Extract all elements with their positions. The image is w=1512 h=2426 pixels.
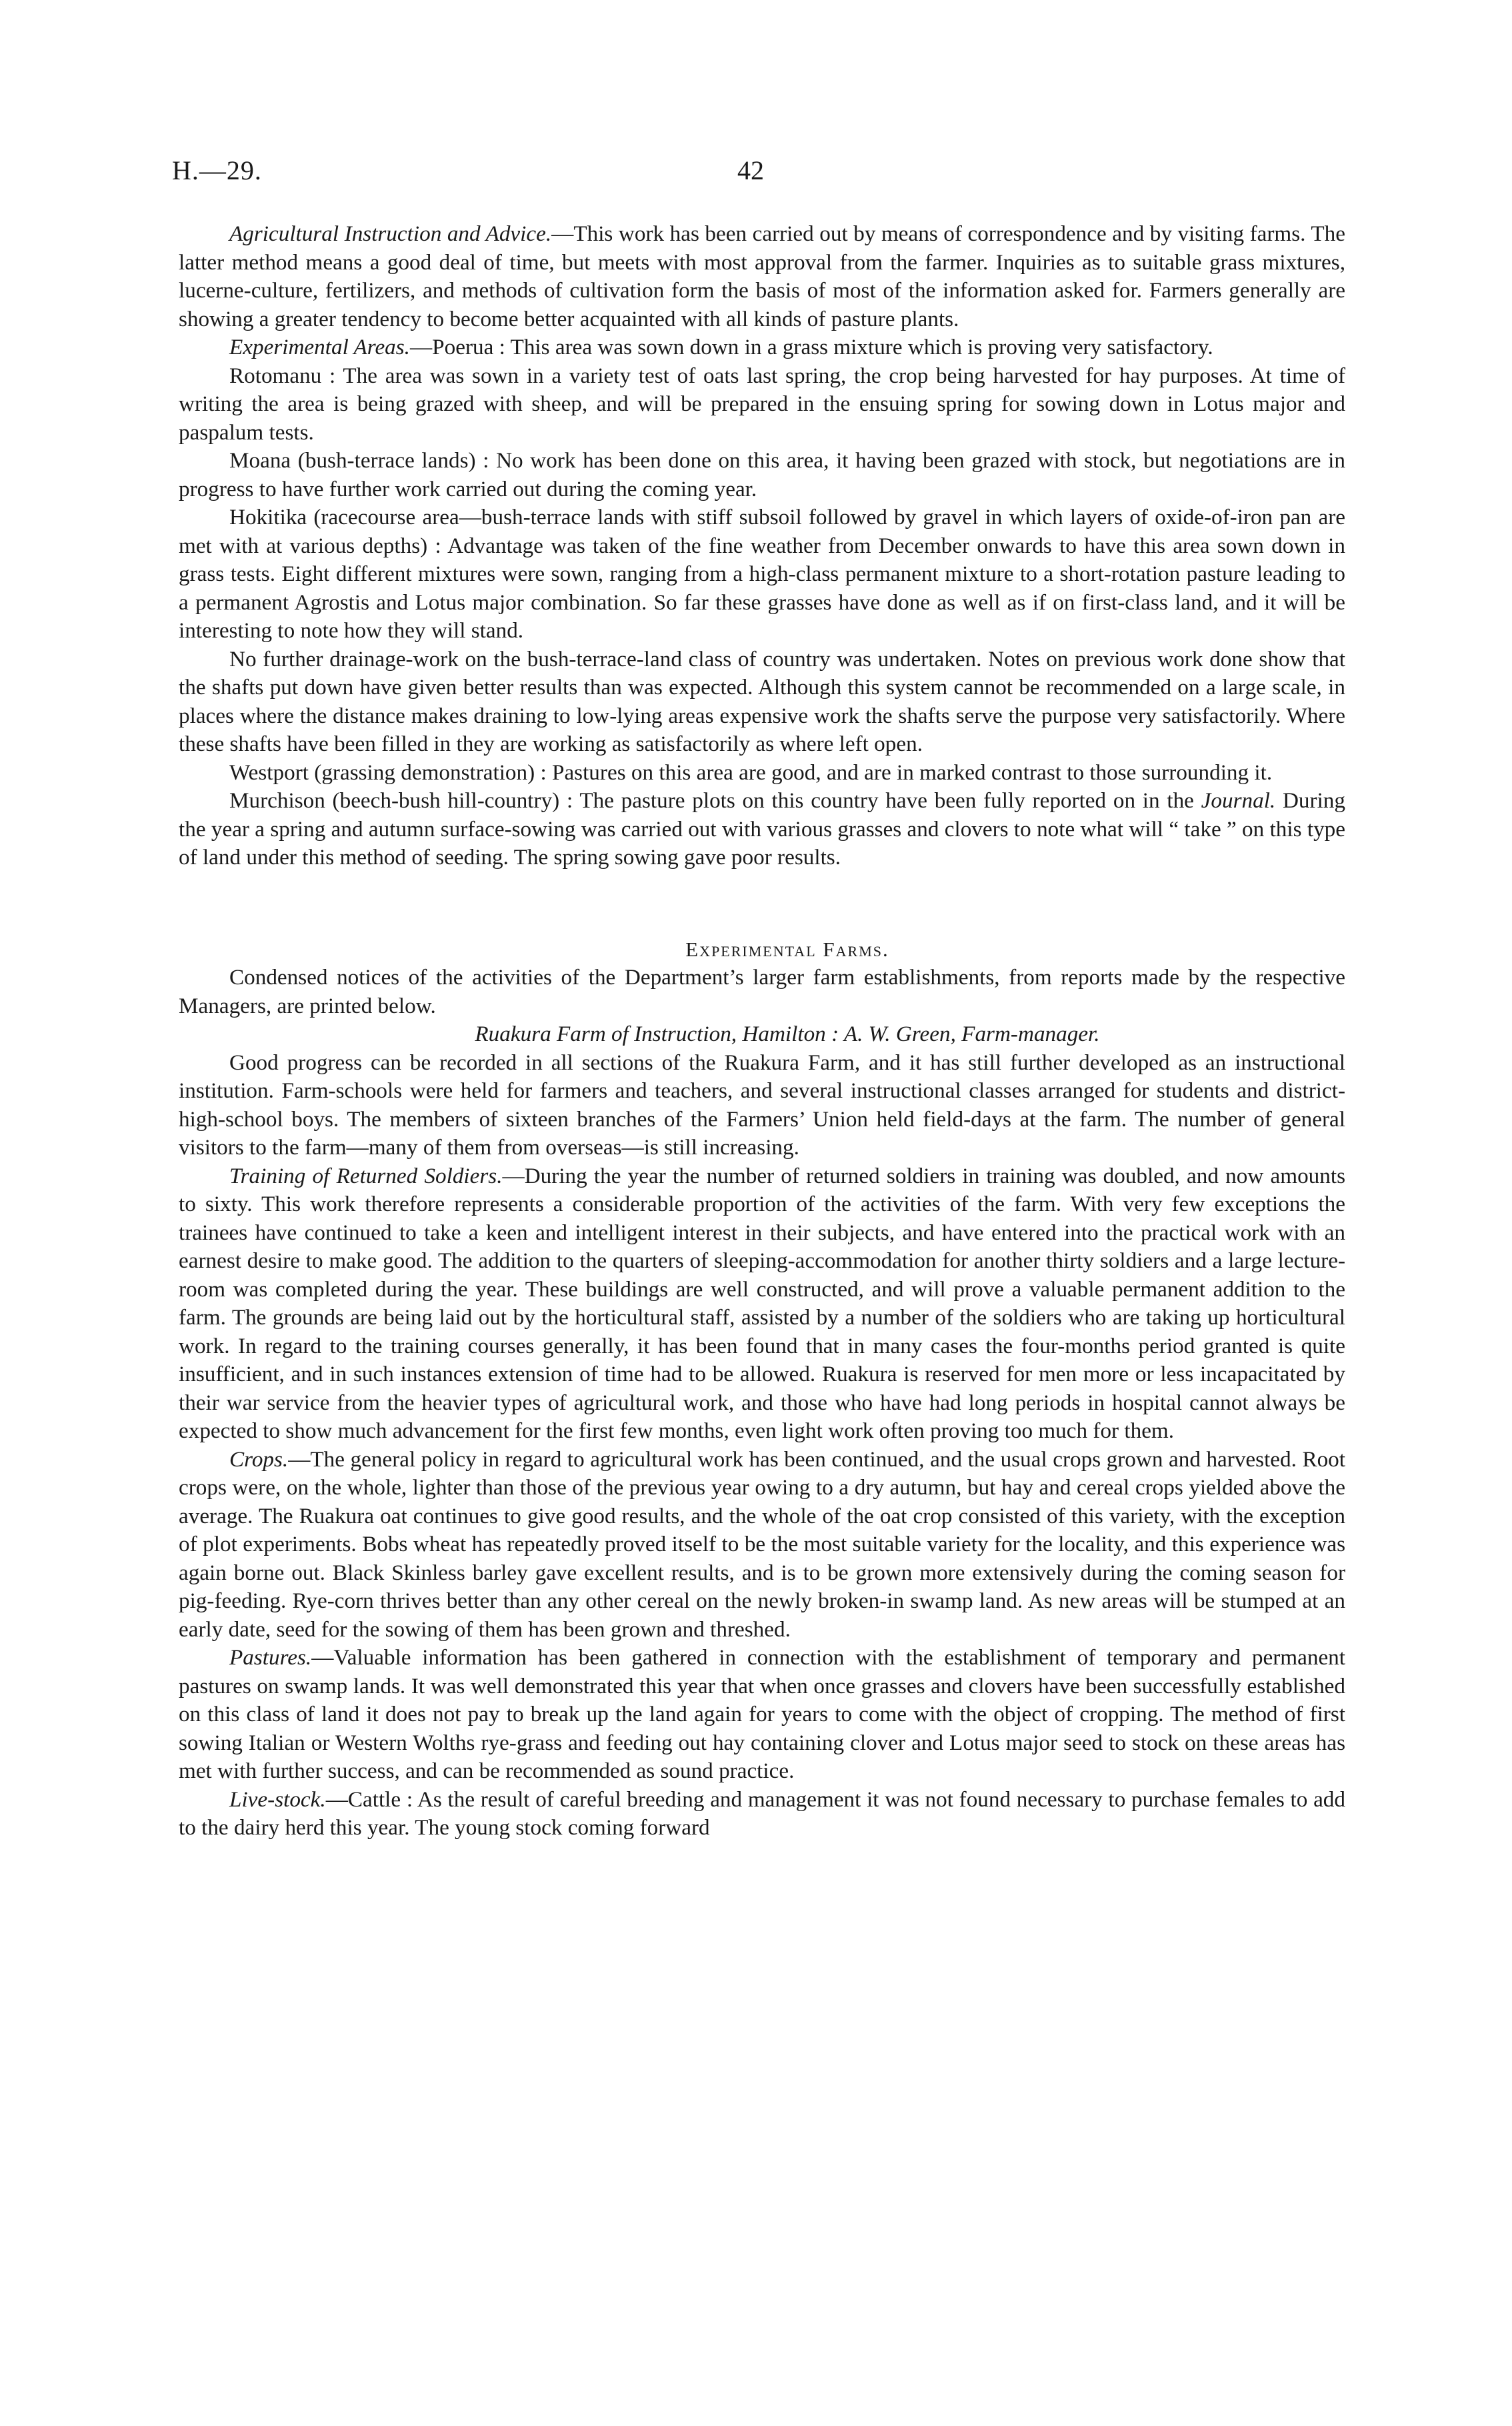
paragraph-good-progress: Good progress can be recorded in all sections of the Ruakura Farm, and it has still further developed as an instructional institution. Farm-schools were held for farmers and teachers, and several instructional classes arranged for students and district-high-school boys. The members of sixteen branches of the Farmers’ Union held field-days at the farm. The number of general visitors to the farm—many of them from overseas—is still increasing. <box>179 1050 1345 1160</box>
paragraph-text: Murchison (beech-bush hill-country) : The pasture plots on this country have been fully reported on in the <box>229 788 1201 813</box>
run-in-heading: Crops. <box>229 1446 289 1472</box>
run-in-heading: Pastures. <box>229 1645 312 1670</box>
paragraph-experimental-areas-poerua <box>179 333 1345 362</box>
run-in-heading: Agricultural Instruction and Advice. <box>229 221 552 246</box>
run-in-heading: Training of Returned Soldiers. <box>229 1163 503 1188</box>
paragraph-crops <box>179 1446 1345 1644</box>
paragraph-westport: Westport (grassing demonstration) : Pastures on this area are good, and are in marked contrast to those surrounding it. <box>229 760 1273 785</box>
subheading-ruakura-farm: Ruakura Farm of Instruction, Hamilton : A. W. Green, Farm-manager. <box>475 1022 1100 1046</box>
run-in-heading: Experimental Areas. <box>229 335 410 359</box>
paragraph-text: —Cattle : As the result of careful breeding and management it was not found necessary to purchase females to add to the dairy herd this year. The young stock coming forward <box>179 1786 1345 1840</box>
journal-title: Journal. <box>1201 788 1276 813</box>
paragraph-moana: Moana (bush-terrace lands) : No work has been done on this area, it having been grazed with stock, but negotiations are in progress to have further work carried out during the coming year. <box>179 448 1345 501</box>
paragraph-text: During the year a spring and autumn surface-sowing was carried out with various grasses and clovers to note what will “ take ” on this type of land under this method of seeding. The spring sowing gave poor results. <box>179 788 1345 870</box>
paragraph-hokitika: Hokitika (racecourse area—bush-terrace lands with stiff subsoil followed by gravel in which layers of oxide-of-iron pan are met with at various depths) : Advantage was taken of the fine weather from December onwards to have this area sown down in grass tests. Eight different mixtures were sown, ranging from a high-class permanent mixture to a short-rotation pasture leading to a permanent Agrostis and Lotus major combination. So far these grasses have done as well as if on first-class land, and it will be interesting to note how they will stand. <box>179 505 1345 643</box>
document-body <box>179 220 1345 1843</box>
page-number: 42 <box>737 155 764 185</box>
paragraph-text: —Poerua : This area was sown down in a grass mixture which is proving very satisfactory. <box>409 335 1213 359</box>
paragraph-live-stock <box>179 1786 1345 1843</box>
paragraph-training-soldiers <box>179 1162 1345 1446</box>
section-heading-experimental-farms: Experimental Farms. <box>685 937 889 961</box>
paragraph-drainage-work: No further drainage-work on the bush-terrace-land class of country was undertaken. Notes on previous work done show that the shafts put down have given better results than was expected. Although this system cannot be recommended on a large scale, in places where the distance makes draining to low-lying areas expensive work the shafts serve the purpose very satisfactorily. Where these shafts have been filled in they are working as satisfactorily as where left open. <box>179 646 1345 756</box>
page-header <box>172 155 1347 195</box>
paragraph-text: —This work has been carried out by means of correspondence and by visiting farms. The latter method means a good deal of time, but meets with most approval from the farmer. Inquiries as to suitable grass mixtures, lucerne-culture, fertilizers, and methods of cultivation form the basis of most of the information asked for. Farmers generally are showing a greater tendency to become better acquainted with all kinds of pasture plants. <box>179 221 1345 331</box>
paragraph-pastures <box>179 1644 1345 1786</box>
paragraph-murchison <box>179 787 1345 872</box>
run-in-heading: Live-stock. <box>229 1786 326 1812</box>
parliamentary-paper-reference: H.—29. <box>172 155 262 185</box>
paragraph-agricultural-instruction <box>179 220 1345 333</box>
section-spacer <box>179 872 1345 936</box>
paragraph-text: —During the year the number of returned soldiers in training was doubled, and now amounts to sixty. This work therefore represents a considerable proportion of the activities of the farm. With very few exceptions the trainees have continued to take a keen and intelligent interest in their subjects, and have entered into the practical work with an earnest desire to make good. The addition to the quarters of sleeping-accommodation for another thirty soldiers and a large lecture-room was completed during the year. These buildings are well constructed, and will prove a valuable permanent addition to the farm. The grounds are being laid out by the horticultural staff, assisted by a number of the soldiers who are taking up horticultural work. In regard to the training courses generally, it has been found that in many cases the four-months period granted is quite insufficient, and in such instances extension of time had to be allowed. Ruakura is reserved for men more or less incapacitated by their war service from the heavier types of agricultural work, and those who have had long periods in hospital cannot always be expected to show much advancement for the first few months, even light work often proving too much for them. <box>179 1163 1345 1443</box>
paragraph-text: —The general policy in regard to agricultural work has been continued, and the usual crops grown and harvested. Root crops were, on the whole, lighter than those of the previous year owing to a dry autumn, but hay and cereal crops yielded above the average. The Ruakura oat continues to give good results, and the whole of the oat crop consisted of this variety, with the exception of plot experiments. Bobs wheat has repeatedly proved itself to be the most suitable variety for the locality, and this experience was again borne out. Black Skinless barley gave excellent results, and is to be grown more extensively during the coming season for pig-feeding. Rye-corn thrives better than any other cereal on the newly broken-in swamp land. As new areas will be stumped at an early date, seed for the sowing of them has been grown and threshed. <box>179 1446 1345 1642</box>
paragraph-intro: Condensed notices of the activities of the Department’s larger farm establishments, from reports made by the respective Managers, are printed below. <box>179 965 1345 1018</box>
paragraph-rotomanu: Rotomanu : The area was sown in a variety test of oats last spring, the crop being harvested for hay purposes. At time of writing the area is being grazed with sheep, and will be prepared in the ensuing spring for sowing down in Lotus major and paspalum tests. <box>179 363 1345 445</box>
paragraph-text: —Valuable information has been gathered in connection with the establishment of temporary and permanent pastures on swamp lands. It was well demonstrated this year that when once grasses and clovers have been successfully established on this class of land it does not pay to break up the land again for years to come with the object of cropping. The method of first sowing Italian or Western Wolths rye-grass and feeding out hay containing clover and Lotus major seed to stock on these areas has met with further success, and can be recommended as sound practice. <box>179 1645 1345 1783</box>
